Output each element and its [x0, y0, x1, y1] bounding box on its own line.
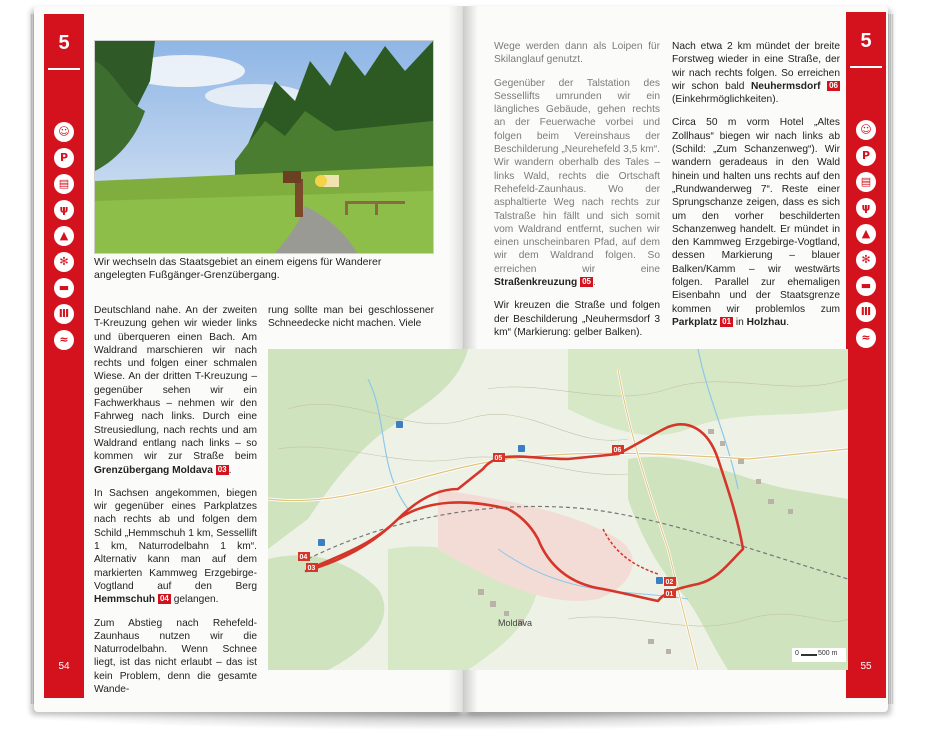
- right-column-2: [672, 40, 840, 339]
- paragraph: Wir kreuzen die Straße und folgen der Beschilderung „Neuhermsdorf 3 km“ (Markierung: gelber Balken).: [494, 300, 660, 338]
- summit-icon: ▲: [54, 226, 74, 246]
- chapter-divider: [48, 68, 80, 70]
- museum-icon: Ⅲ: [54, 304, 74, 324]
- text: Deutschland nahe. An der zweiten T-Kreuzung gehen wir wieder links und überqueren einen Bach. Am Waldrand marschieren wir nach rechts und folgen einer schmalen Wiese. An der dritten T-Kreuzung – gegenüber sehen wir ein Fachwerkhaus – nehmen wir den Fahrweg nach links. Durch eine Streusiedlung, nach rechts und am Waldrand entlang nach links – so kommen wir zur Straße beim: [94, 305, 257, 463]
- left-column-2: [268, 304, 434, 341]
- tour-icons-left: [44, 122, 84, 356]
- restaurant-icon: ψ: [54, 200, 74, 220]
- waypoint-name: Parkplatz: [672, 316, 718, 328]
- paragraph: [494, 77, 660, 290]
- scale-zero: 0: [795, 650, 799, 657]
- text: (Einkehrmöglichkeiten).: [672, 94, 779, 106]
- waypoint-badge: 04: [159, 594, 169, 604]
- pig-icon: ☺: [856, 120, 876, 140]
- paragraph: rung sollte man bei geschlossener Schneedecke nicht machen. Viele: [268, 305, 434, 330]
- swim-icon: ≈: [54, 330, 74, 350]
- map-waypoint: 02: [665, 579, 674, 586]
- paragraph: [94, 304, 257, 477]
- landscape-photo: [94, 40, 434, 254]
- chapter-number-right: 5: [860, 30, 872, 52]
- map-waypoint: 06: [613, 447, 622, 454]
- text: .: [592, 277, 596, 289]
- map-waypoint: 03: [307, 565, 316, 572]
- paragraph: [94, 487, 257, 607]
- paragraph: [672, 116, 840, 329]
- waypoint-name: Hemmschuh: [94, 594, 156, 606]
- paragraph: [672, 40, 840, 106]
- text: .: [786, 316, 790, 328]
- right-column-1: [494, 40, 660, 349]
- place-name: Holzhau: [746, 316, 787, 328]
- waypoint-badge: 03: [217, 464, 227, 474]
- text: Circa 50 m vorm Hotel „Altes Zollhaus“ biegen wir nach links ab (Schild: „Zum Schanzenweg“). Wir wandern geradeaus in den Wald hinein und halten uns rechts auf den „Rundwanderweg 7“. Reste einer Sprungschanze zeigen, dass es sich um den vorher beschilderten Schanzenweg handelt. Er mündet in den Kammweg Erzgebirge-Vogtland, dessen Markierung – blauer Balken/Kamm – wir westwärts folgen. Parallel zur ehemaligen Eisenbahn und der Staatsgrenze kommen wir problemlos zum: [672, 117, 840, 315]
- text: In Sachsen angekommen, biegen wir gegenüber eines Parkplatzes nach rechts ab und folgen dem Schild „Hemmschuh 1 km, Sessellift 1 km, Naturrodelbahn 1 km“. Alternativ kann man auf dem markierten Kammweg Erzgebirge-Vogtland auf den Berg: [94, 487, 257, 592]
- left-column-1: [94, 304, 257, 706]
- waypoint-name: Neuhermsdorf: [750, 80, 821, 92]
- bus-icon: ▤: [54, 174, 74, 194]
- scale-line: [801, 654, 817, 656]
- train-icon: ▬: [856, 276, 876, 296]
- train-icon: ▬: [54, 278, 74, 298]
- text: gelangen.: [170, 594, 219, 606]
- bus-icon: ▤: [856, 172, 876, 192]
- photo-caption: Wir wechseln das Staatsgebiet an einem eigens für Wanderer angelegten Fußgänger-Grenzübergang.: [94, 256, 382, 281]
- page-number-left: 54: [58, 661, 70, 672]
- parking-icon: P: [856, 146, 876, 166]
- route-map: [268, 349, 848, 670]
- chapter-number-left: 5: [58, 32, 70, 54]
- swim-icon: ≈: [856, 328, 876, 348]
- snow-icon: ✻: [856, 250, 876, 270]
- map-waypoint: 05: [494, 455, 503, 462]
- restaurant-icon: ψ: [856, 198, 876, 218]
- text: .: [228, 464, 232, 476]
- waypoint-badge: 01: [722, 316, 732, 326]
- right-chapter-bar: [846, 12, 886, 698]
- text: Gegenüber der Talstation des Sessellifts umrunden wir ein längliches Gebäude, gehen rechts an der Feuerwache vorbei und folgen beim Vereinshaus der Beschilderung „Neurehefeld 3,5 km“. Wir wandern oberhalb des Tales – links Wald, rechts die Ortschaft Rehefeld-Zaunhaus. Wo der asphaltierte Weg nach rechts zur Talstraße hin fällt und sich somit vom Waldrand entfernt, suchen wir einen unscheinbaren Pfad, auf dem wir dem Waldrand folgen. So erreichen wir eine: [494, 77, 660, 275]
- chapter-divider: [850, 66, 882, 68]
- page-number-right: 55: [860, 661, 872, 672]
- parking-icon: P: [54, 148, 74, 168]
- summit-icon: ▲: [856, 224, 876, 244]
- map-illustration: [268, 349, 848, 670]
- map-scale-bar: [792, 648, 846, 662]
- waypoint-badge: 06: [829, 80, 838, 90]
- snow-icon: ✻: [54, 252, 74, 272]
- photo-illustration: [95, 41, 433, 253]
- museum-icon: Ⅲ: [856, 302, 876, 322]
- tour-icons-right: [846, 120, 886, 354]
- pig-icon: ☺: [54, 122, 74, 142]
- text: Nach etwa 2 km mündet der breite Forstweg wieder in eine Straße, der wir nach rechts folgen. So erreichen wir schon bald: [672, 41, 840, 92]
- scale-label: 500 m: [818, 650, 838, 657]
- waypoint-name: Grenzübergang Moldava: [94, 464, 213, 476]
- waypoint-badge: 05: [582, 277, 591, 287]
- map-waypoint: 04: [299, 554, 308, 561]
- paragraph: Wege werden dann als Loipen für Skilanglauf genutzt.: [494, 41, 660, 66]
- waypoint-name: Straßenkreuzung: [494, 277, 578, 289]
- paragraph: Zum Abstieg nach Rehefeld-Zaunhaus nutzen wir die Naturrodelbahn. Wenn Schnee liegt, ist das nicht erlaubt – das ist kein Problem, denn die gesamte Wande-: [94, 617, 257, 696]
- map-waypoint: 01: [665, 591, 674, 598]
- map-town-label: Moldava: [498, 618, 533, 628]
- left-chapter-bar: [44, 14, 84, 698]
- text: in: [733, 316, 747, 328]
